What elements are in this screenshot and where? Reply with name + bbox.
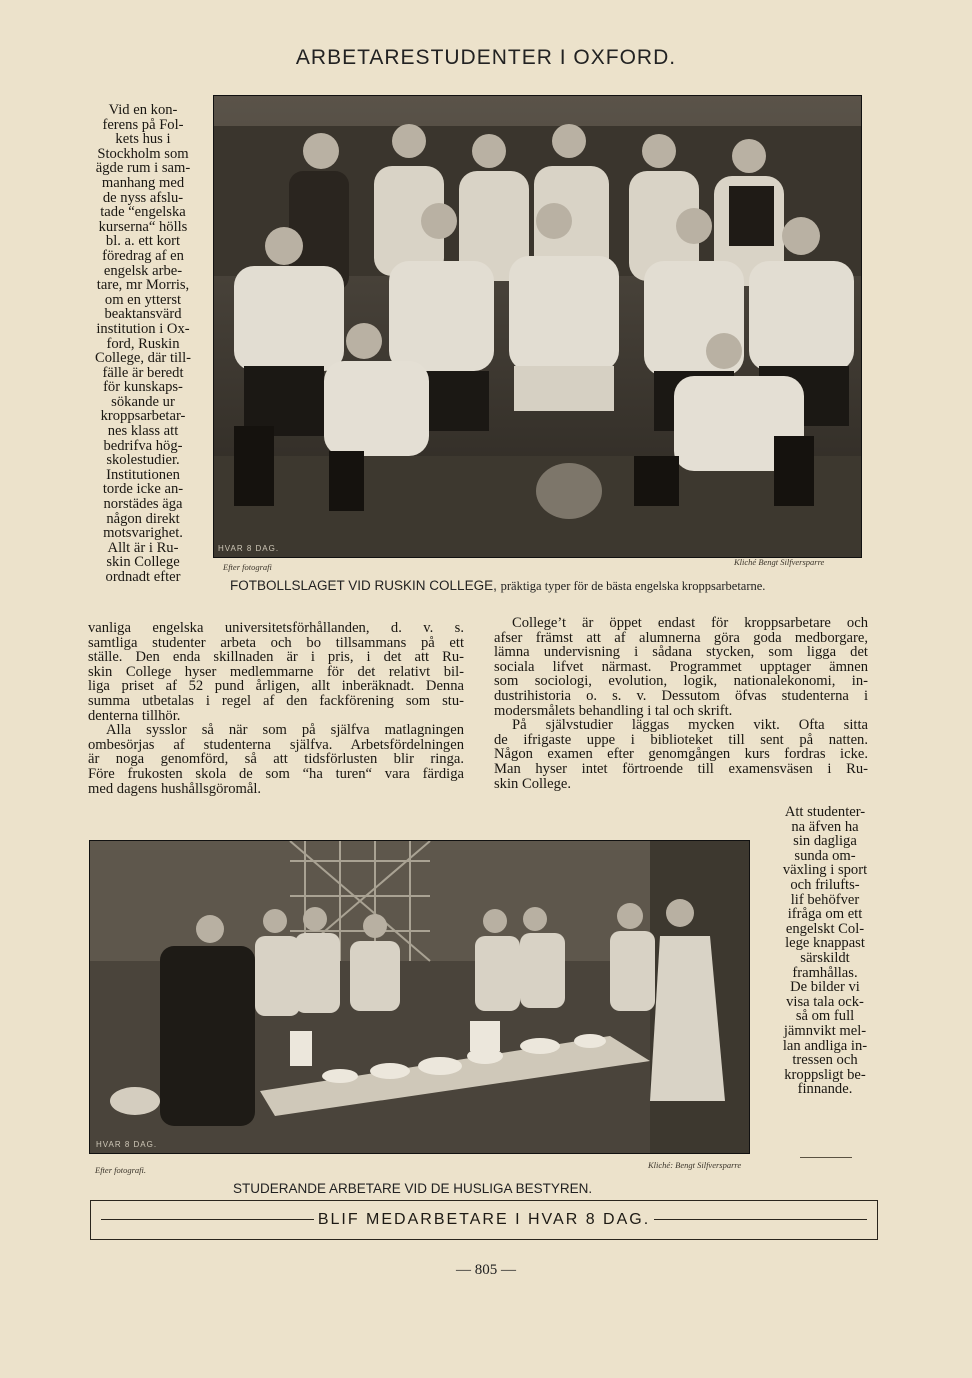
text-line: de ifrigaste uppe i biblioteket till sent på natten. [494, 731, 868, 748]
text-line: Stockholm som [97, 145, 189, 162]
left-wide-column [88, 621, 464, 796]
text-line: finnande. [797, 1081, 853, 1098]
text-line: med dagens hushållsgöromål. [88, 780, 262, 797]
text-line: nes klass att [107, 423, 179, 440]
football-caption [230, 578, 765, 594]
text-line: ifråga om ett [787, 906, 863, 923]
subscription-banner [90, 1200, 878, 1240]
text-line: engelskt Col- [785, 920, 865, 937]
right-narrow-column [774, 805, 876, 1097]
text-line: ställe. Den enda skillnaden är i pris, i det att Ru- [88, 649, 464, 666]
text-line: lan andliga in- [782, 1037, 868, 1054]
text-line: skolestudier. [106, 452, 180, 469]
text-line: kurserna“ hölls [98, 218, 188, 235]
text-line: sunda om- [794, 847, 856, 864]
text-line: så om full [795, 1008, 855, 1025]
text-line: torde icke an- [102, 481, 184, 498]
dishwashing-image [90, 841, 749, 1153]
text-line: institution i Ox- [96, 320, 190, 337]
text-line: jämnvikt mel- [783, 1022, 867, 1039]
text-line: sökande ur [111, 393, 175, 410]
text-line: skin College [106, 554, 180, 571]
dishwashing-credit-right: Kliché: Bengt Silfversparre [648, 1160, 742, 1170]
banner-text [91, 1211, 877, 1229]
text-line: vanliga engelska universitetsförhållanden, d. v. s. [88, 620, 464, 636]
text-line: sin dagliga [793, 833, 857, 850]
text-line: tade “engelska [100, 204, 186, 221]
left-narrow-column [80, 103, 206, 585]
text-line: na äfven ha [791, 818, 859, 835]
text-line: Vid en kon- [108, 102, 178, 118]
text-line: visa tala ock- [786, 993, 864, 1010]
text-line: lege knappast [785, 935, 865, 952]
text-line: modersmålets behandling i tal och skrift. [494, 702, 733, 719]
text-line: Institutionen [106, 466, 180, 483]
text-line: lämna undervisning i sådana stycken, som ligga det [494, 644, 868, 661]
football-team-image [214, 96, 861, 557]
text-line: skin College hyser medlemmarne för det relativt bil- [88, 663, 464, 680]
text-line: som sociologi, evolution, logik, nationalekonomi, in- [494, 673, 868, 690]
dishwashing-credit-left: Efter fotografi. [95, 1165, 146, 1175]
right-column [494, 616, 868, 791]
text-line: bedrifva hög- [103, 437, 183, 454]
text-line: ägde rum i sam- [95, 160, 191, 177]
text-line: engelsk arbe- [103, 262, 183, 279]
text-line: summa utbetalas i regel af den fackförening som stu- [88, 692, 464, 709]
text-line: College, där till- [94, 350, 192, 367]
text-line: för kunskaps- [103, 379, 183, 396]
text-line: tressen och [792, 1052, 858, 1069]
text-line: om en ytterst [104, 291, 182, 308]
text-line: På självstudier läggas mycken vikt. Ofta sitta [512, 717, 868, 734]
text-line: kroppsligt be- [784, 1066, 866, 1083]
football-credit-left: Efter fotografi [223, 562, 272, 572]
text-line: ombesörjas af studenterna själfva. Arbetsfördelningen [88, 736, 464, 753]
text-line: motsvarighet. [103, 525, 183, 542]
text-line: Allt är i Ru- [107, 539, 179, 556]
text-line: och frilufts- [790, 876, 860, 893]
dishwashing-watermark: HVAR 8 DAG. [96, 1140, 158, 1149]
text-line: tare, mr Morris, [96, 277, 190, 294]
football-watermark: HVAR 8 DAG. [218, 544, 280, 553]
text-line: samtliga studenter arbeta och bo tillsammans på ett [88, 634, 464, 651]
text-line: manhang med [101, 174, 185, 191]
text-line: De bilder vi [790, 979, 860, 996]
text-line: bl. a. ett kort [105, 233, 181, 250]
football-caption-main: FOTBOLLSLAGET VID RUSKIN COLLEGE, [230, 578, 497, 593]
text-line: Alla sysslor så när som på själfva matlagningen [106, 722, 464, 739]
text-line: sociala lifvet närmast. Programmet upptager ämnen [494, 658, 868, 675]
text-line: ferens på Fol- [102, 116, 184, 133]
text-line: lif behöfver [790, 891, 860, 908]
page-number: — 805 — [456, 1262, 516, 1278]
text-line: någon direkt [106, 510, 180, 527]
dishwashing-photo [89, 840, 750, 1154]
text-line: Någon examen efter genomgången kurs fordras icke. [494, 746, 868, 763]
text-line: särskildt [800, 949, 850, 966]
text-line: dustrihistoria o. s. v. Dessutom öfvas studenterna i [494, 687, 868, 704]
text-line: norstädes äga [103, 496, 183, 513]
text-line: ordnadt efter [105, 569, 181, 585]
text-line: fälle är beredt [102, 364, 184, 381]
text-line: är noga genomförd, så att tidsförlusten blir ringa. [88, 751, 464, 768]
text-line: Man hyser intet förtroende till examensväsen i Ru- [494, 760, 868, 777]
text-line: kroppsarbetar- [100, 408, 186, 425]
text-line: framhållas. [792, 964, 858, 981]
text-line: liga priset af 52 pund årligen, allt inberäknadt. Denna [88, 678, 464, 695]
banner-label: BLIF MEDARBETARE I HVAR 8 DAG. [314, 1211, 654, 1228]
text-line: kets hus i [115, 131, 171, 148]
text-line: Att studenter- [784, 804, 866, 820]
short-rule [800, 1157, 852, 1158]
text-line: växling i sport [782, 862, 868, 879]
football-caption-small: präktiga typer för de bästa engelska kroppsarbetarne. [500, 579, 766, 593]
text-line: denterna tillhör. [88, 707, 181, 724]
football-team-photo [213, 95, 862, 558]
text-line: ford, Ruskin [106, 335, 180, 352]
text-line: skin College. [494, 775, 572, 792]
text-line: Före frukosten skola de som “ha turen“ vara färdiga [88, 765, 464, 782]
text-line: beaktansvärd [104, 306, 182, 323]
text-line: afser främst att af alumnerna göra goda medborgare, [494, 629, 868, 646]
dishwashing-caption: STUDERANDE ARBETARE VID DE HUSLIGA BESTYREN. [233, 1181, 593, 1196]
page-title: ARBETARESTUDENTER I OXFORD. [295, 46, 677, 69]
text-line: de nyss afslu- [102, 189, 184, 206]
text-line: College’t är öppet endast för kroppsarbetare och [512, 615, 868, 631]
text-line: föredrag af en [102, 247, 184, 264]
football-credit-right: Kliché Bengt Silfversparre [734, 557, 825, 567]
